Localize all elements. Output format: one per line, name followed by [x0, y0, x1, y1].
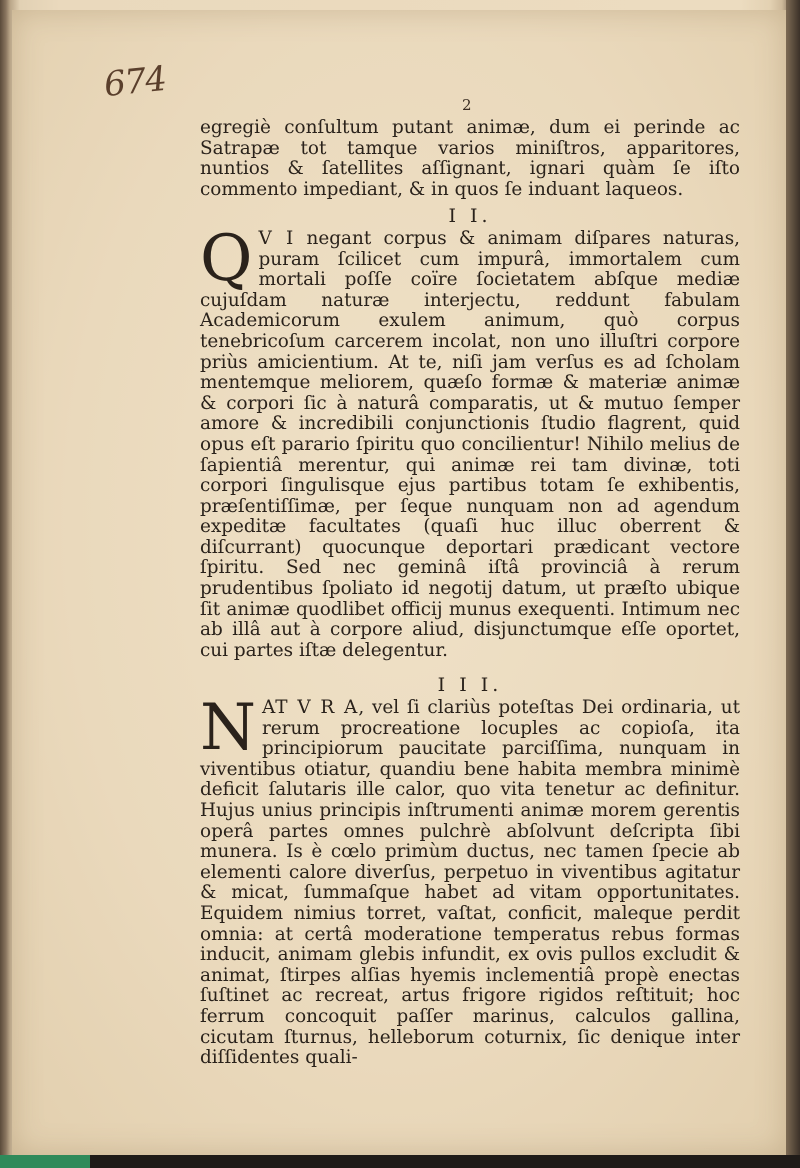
page-edge	[786, 0, 800, 1168]
section-3-heading: I I I.	[437, 674, 503, 697]
section-3-paragraph	[200, 691, 740, 1069]
section-3-lead: AT V R A	[262, 697, 359, 719]
signature-mark: 2	[462, 96, 472, 114]
section-3-body: , vel ſi clariùs poteſtas Dei ordinaria, ut rerum procreatione locuples ac copioſa, ita principiorum paucitate parciſſima, nunquam in viventibus otiatur, quandiu bene habita membra minimè deficit ſalutaris ille calor, quo vita tenetur ac definitur. Hujus unius principis inſtrumenti animæ morem gerentis operâ partes omnes pulchrè abſolvunt deſcripta ſibi munera. Is è cœlo primùm ductus, nec tamen ſpecie ab elementi calore diverſus, perpetuo in viventibus agitatur & micat, ſummaſque habet ad vitam opportunitates. Equidem nimius torret, vaſtat, conficit, maleque perdit omnia: at certâ moderatione temperatus rebus formas inducit, animam glebis infundit, ex ovis pullos excludit & animat, ſtirpes alſias hyemis inclementiâ propè enectas ſuſtinet ac recreat, artus frigore rigidos reſtituit; hoc ferrum concoquit paſſer marinus, calculos gallina, cicutam ſturnus, helleborum coturnix, ſic denique inter diſſidentes quali-	[200, 697, 740, 1069]
handwritten-folio-number: 674	[102, 58, 168, 106]
section-2-lead: V I	[258, 227, 295, 249]
section-2-heading: I I.	[448, 205, 492, 228]
section-2-dropcap: Q	[200, 221, 253, 296]
section-2-body: negant corpus & animam diſpares naturas, puram ſcilicet cum impurâ, immortalem cum mortali poſſe coïre ſocietatem abſque mediæ cujuſdam naturæ interjectu, reddunt fabulam Academicorum exulem animum, quò corpus tenebricoſum carcerem incolat, non uno illuſtri corpore priùs amicientium. At te, niſi jam verſus es ad ſcholam mentemque meliorem, quæſo formæ & materiæ animæ & corpori ſic à naturâ comparatis, ut & mutuo ſemper amore & incredibili conjunctionis ſtudio flagrent, quid opus eſt parario ſpiritu quo concilientur! Nihilo melius de ſapientiâ merentur, qui animæ rei tam divinæ, toti corpori ſingulisque ejus partibus totam ſe exhibentis, præſentiſſimæ, per ſeque nunquam non ad agendum expeditæ facultates (quaſi huc illuc oberrent & diſcurrant) quocunque deportari prædicant vectore ſpiritu. Sed nec geminâ iſtâ provinciâ à rerum prudentibus ſpoliato id negotij datum, ut præſto ubique ſit animæ quodlibet officij munus exequenti. Intimum nec ab illâ aut à corpore aliud, disjunctumque eſſe oportet, cui partes iſtæ delegentur.	[200, 227, 740, 661]
section-3-dropcap: N	[200, 691, 256, 766]
bottom-strip	[0, 1155, 800, 1168]
section-2-paragraph	[200, 221, 740, 661]
color-bar	[0, 1155, 90, 1168]
main-text	[200, 118, 740, 1069]
intro-paragraph: egregiè conſultum putant animæ, dum ei perinde ac Satrapæ tot tamque varios miniſtros, apparitores, nuntios & ſatellites aſſignant, ignari quàm ſe iſto commento impediant, & in quos ſe induant laqueos.	[200, 117, 740, 200]
